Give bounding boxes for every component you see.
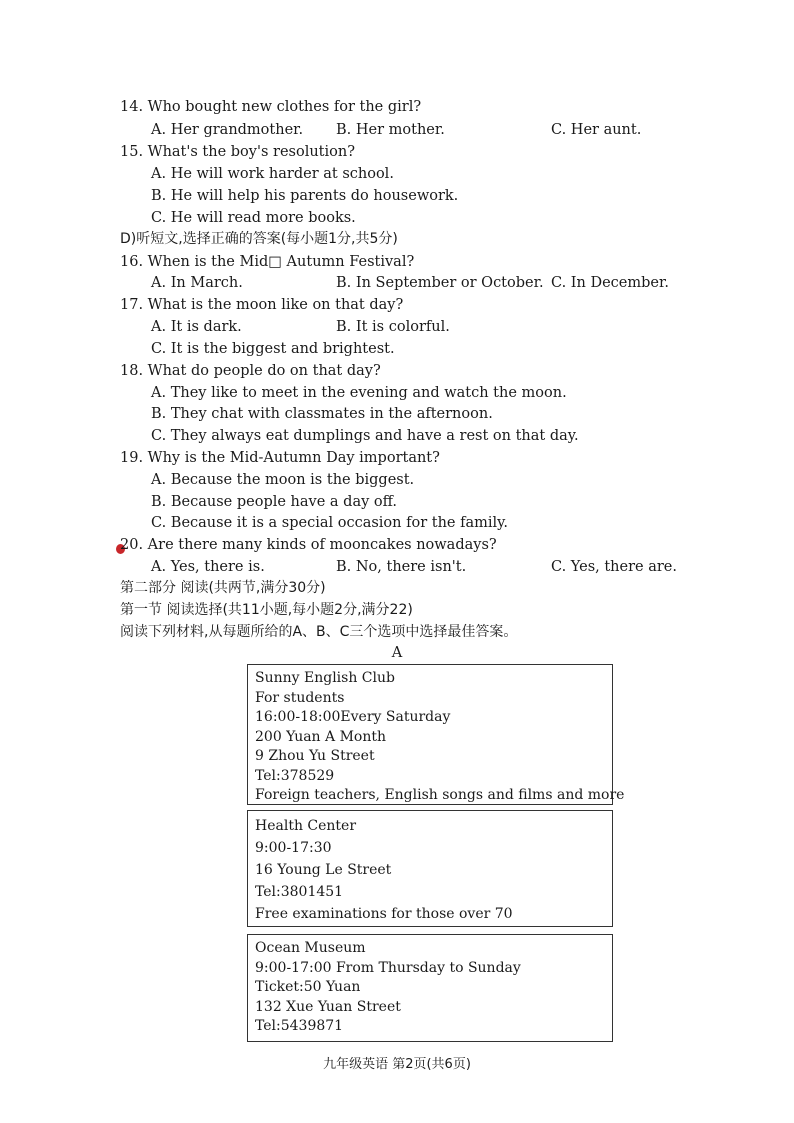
club-features: Foreign teachers, English songs and films and more — [255, 787, 625, 803]
q17-option-c: C. It is the biggest and brightest. — [151, 341, 395, 357]
section-1-heading: 第一节 阅读选择(共11小题,每小题2分,满分22) — [120, 602, 413, 618]
q15-option-a: A. He will work harder at school. — [151, 166, 394, 182]
q16-option-b: B. In September or October. — [336, 275, 544, 291]
question-17: 17. What is the moon like on that day? — [120, 297, 404, 313]
q16-option-c: C. In December. — [551, 275, 669, 291]
q14-option-a: A. Her grandmother. — [151, 122, 304, 138]
health-phone: Tel:3801451 — [255, 884, 344, 900]
notice-health-center — [247, 810, 613, 927]
question-14: 14. Who bought new clothes for the girl? — [120, 99, 422, 115]
reading-instruction: 阅读下列材料,从每题所给的A、B、C三个选项中选择最佳答案。 — [120, 624, 518, 640]
question-20: 20. Are there many kinds of mooncakes nowadays? — [120, 537, 497, 553]
q19-option-b: B. Because people have a day off. — [151, 494, 398, 510]
q16-option-a: A. In March. — [151, 275, 243, 291]
q19-option-c: C. Because it is a special occasion for the family. — [151, 515, 509, 531]
q17-option-b: B. It is colorful. — [336, 319, 450, 335]
q20-option-b: B. No, there isn't. — [336, 559, 467, 575]
notice-english-club — [247, 664, 625, 805]
museum-name: Ocean Museum — [255, 940, 366, 956]
passage-label: A — [391, 645, 403, 661]
question-16: 16. When is the Mid□ Autumn Festival? — [120, 254, 415, 270]
health-address: 16 Young Le Street — [255, 862, 392, 878]
club-audience: For students — [255, 689, 345, 706]
q20-option-c: C. Yes, there are. — [551, 559, 677, 575]
health-note: Free examinations for those over 70 — [255, 906, 513, 922]
notice-ocean-museum — [247, 934, 613, 1042]
museum-ticket: Ticket:50 Yuan — [255, 979, 361, 995]
part-2-heading: 第二部分 阅读(共两节,满分30分) — [120, 580, 326, 596]
question-15: 15. What's the boy's resolution? — [120, 144, 355, 160]
q15-option-c: C. He will read more books. — [151, 210, 356, 226]
health-hours: 9:00-17:30 — [255, 840, 332, 856]
club-hours: 16:00-18:00Every Saturday — [255, 709, 451, 725]
q20-option-a: A. Yes, there is. — [151, 559, 265, 575]
question-19: 19. Why is the Mid-Autumn Day important? — [120, 450, 440, 466]
club-phone: Tel:378529 — [255, 767, 335, 784]
q14-option-b: B. Her mother. — [336, 122, 445, 138]
q14-option-c: C. Her aunt. — [551, 122, 642, 138]
q18-option-c: C. They always eat dumplings and have a rest on that day. — [151, 428, 579, 444]
club-price: 200 Yuan A Month — [255, 728, 387, 745]
museum-hours: 9:00-17:00 From Thursday to Sunday — [255, 959, 521, 976]
q15-option-b: B. He will help his parents do housework. — [151, 188, 459, 204]
club-address: 9 Zhou Yu Street — [255, 748, 375, 764]
museum-phone: Tel:5439871 — [255, 1018, 344, 1034]
q17-option-a: A. It is dark. — [151, 319, 242, 335]
q18-option-a: A. They like to meet in the evening and watch the moon. — [151, 385, 567, 401]
q18-option-b: B. They chat with classmates in the afternoon. — [151, 406, 493, 422]
museum-address: 132 Xue Yuan Street — [255, 998, 401, 1015]
club-name: Sunny English Club — [255, 670, 395, 686]
q19-option-a: A. Because the moon is the biggest. — [151, 472, 415, 488]
page-footer: 九年级英语 第2页(共6页) — [323, 1057, 471, 1072]
question-18: 18. What do people do on that day? — [120, 363, 381, 379]
section-d-heading: D)听短文,选择正确的答案(每小题1分,共5分) — [120, 231, 398, 247]
health-name: Health Center — [255, 818, 357, 834]
